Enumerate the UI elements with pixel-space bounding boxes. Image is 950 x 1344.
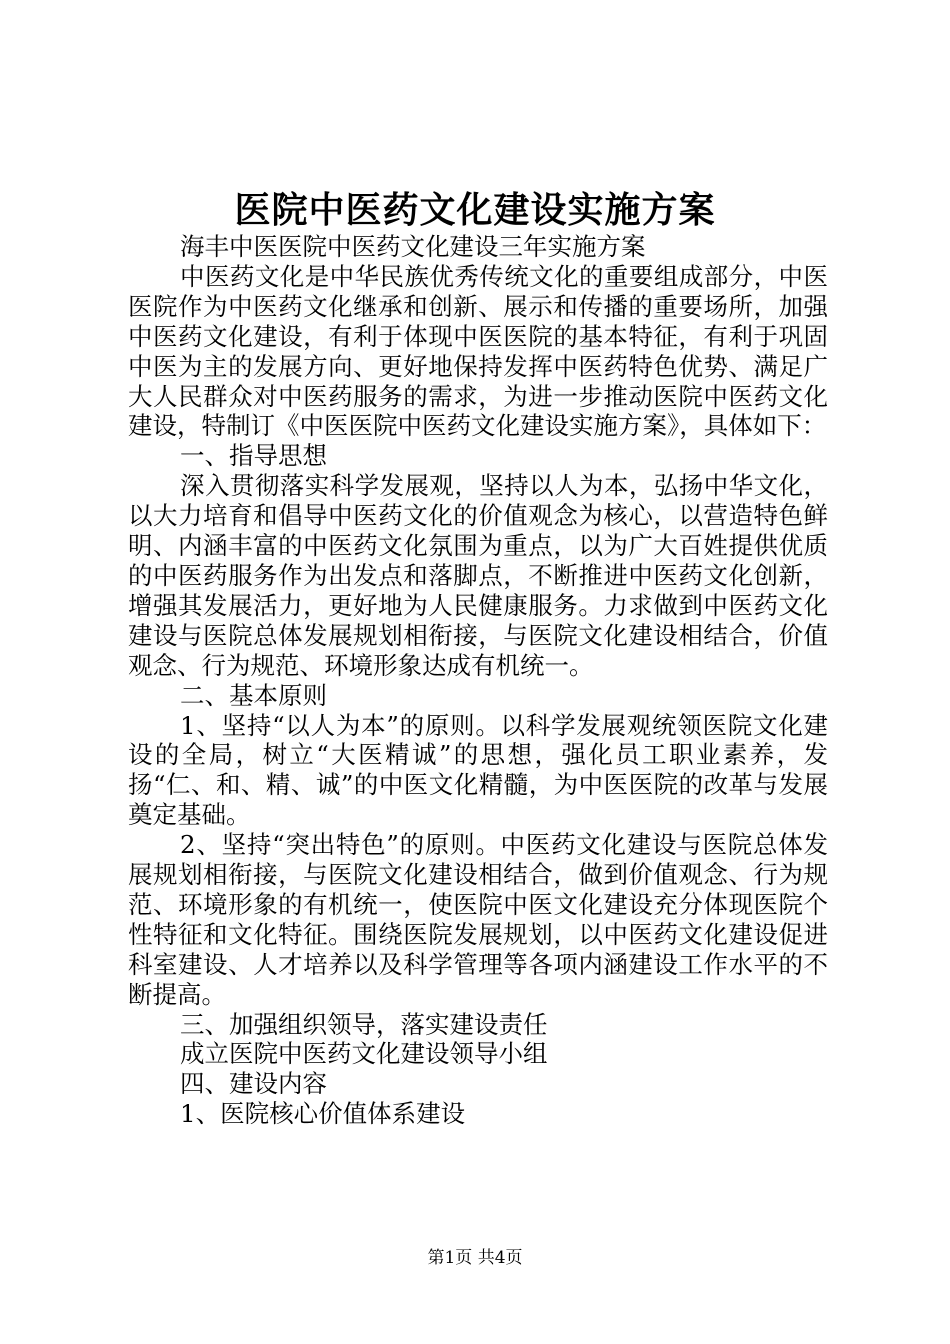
section-heading-content: 四、建设内容 (180, 1069, 327, 1099)
principle-1-paragraph: 1、坚持“以人为本”的原则。以科学发展观统领医院文化建设的全局，树立“大医精诚”的思想，强化员工职业素养，发扬“仁、和、精、诚”的中医文化精髓，为中医医院的改革与发展奠定基础。 (128, 710, 828, 830)
page-footer: 第1页 共4页 (427, 1248, 523, 1268)
subtitle-paragraph: 海丰中医医院中医药文化建设三年实施方案 (180, 232, 646, 261)
content-item-1: 1、医院核心价值体系建设 (180, 1099, 466, 1129)
section-heading-leadership: 三、加强组织领导，落实建设责任 (180, 1009, 548, 1039)
document-title: 医院中医药文化建设实施方案 (234, 189, 716, 231)
section-heading-principles: 二、基本原则 (180, 680, 327, 710)
leadership-paragraph: 成立医院中医药文化建设领导小组 (180, 1039, 548, 1069)
guiding-paragraph: 深入贯彻落实科学发展观，坚持以人为本，弘扬中华文化，以大力培育和倡导中医药文化的价值观念为核心，以营造特色鲜明、内涵丰富的中医药文化氛围为重点，以为广大百姓提供优质的中医药服务作为出发点和落脚点，不断推进中医药文化创新，增强其发展活力，更好地为人民健康服务。力求做到中医药文化建设与医院总体发展规划相衔接，与医院文化建设相结合，价值观念、行为规范、环境形象达成有机统一。 (128, 471, 828, 680)
principle-2-paragraph: 2、坚持“突出特色”的原则。中医药文化建设与医院总体发展规划相衔接，与医院文化建设相结合，做到价值观念、行为规范、环境形象的有机统一，使医院中医文化建设充分体现医院个性特征和文化特征。围绕医院发展规划，以中医药文化建设促进科室建设、人才培养以及科学管理等各项内涵建设工作水平的不断提高。 (128, 830, 828, 1009)
document-body (128, 232, 828, 1129)
section-heading-guiding: 一、指导思想 (180, 441, 327, 471)
intro-paragraph: 中医药文化是中华民族优秀传统文化的重要组成部分，中医医院作为中医药文化继承和创新、展示和传播的重要场所，加强中医药文化建设，有利于体现中医医院的基本特征，有利于巩固中医为主的发展方向、更好地保持发挥中医药特色优势、满足广大人民群众对中医药服务的需求，为进一步推动医院中医药文化建设，特制订《中医医院中医药文化建设实施方案》，具体如下： (128, 261, 828, 441)
